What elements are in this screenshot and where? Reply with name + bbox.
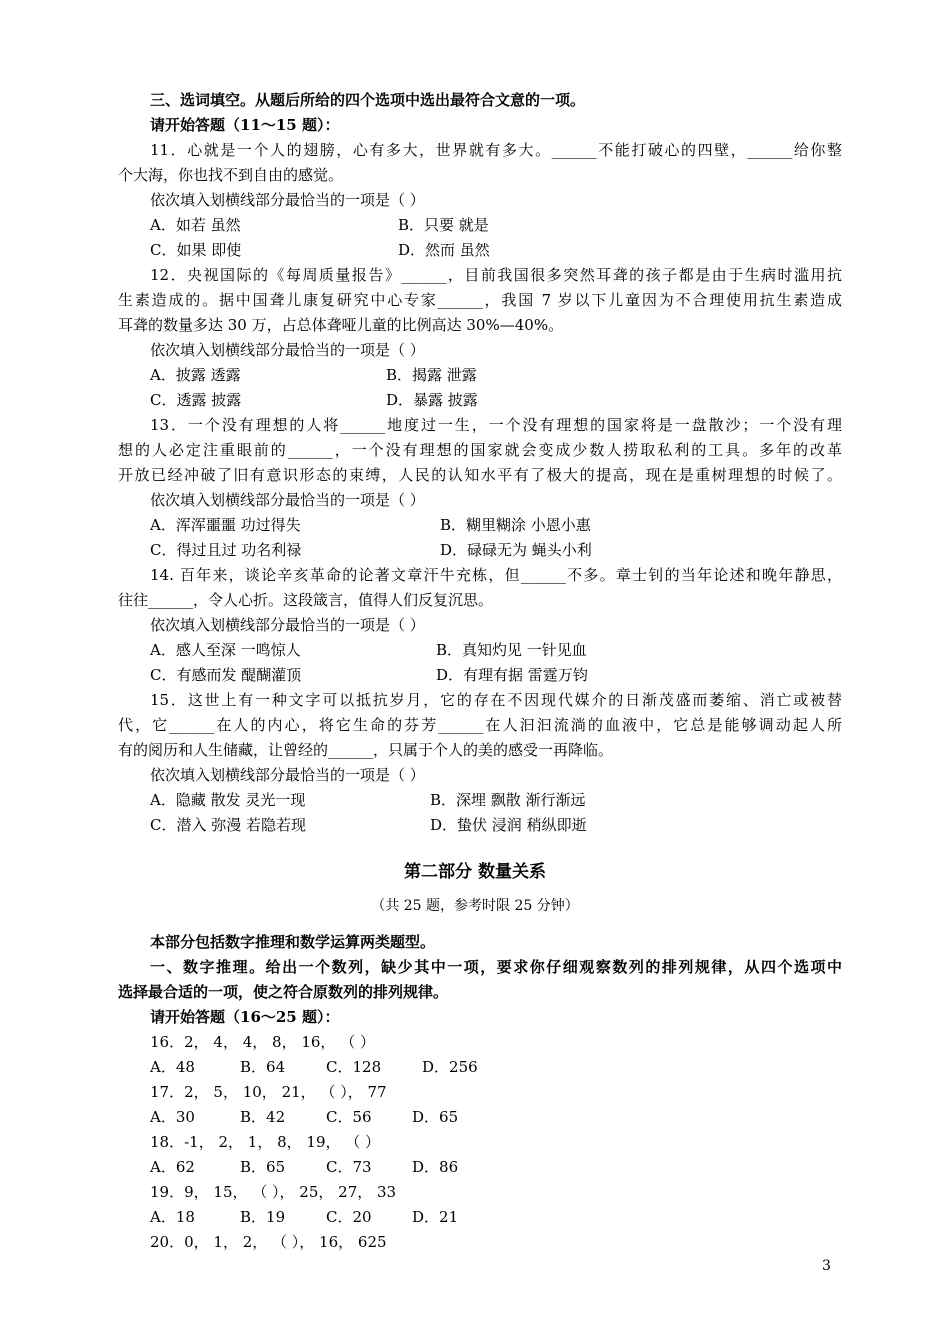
question-17-option-a: A．30: [150, 1108, 195, 1126]
question-15-line-1: 15．这世上有一种文字可以抵抗岁月，它的存在不因现代媒介的日渐茂盛而萎缩、消亡或被替: [150, 691, 842, 709]
question-12-option-b: B．揭露 泄露: [386, 366, 477, 384]
question-11-option-b: B．只要 就是: [398, 216, 489, 234]
answer-start-label: 请开始答题（11～15 题）：: [150, 116, 340, 134]
question-15-option-a: A．隐藏 散发 灵光一现: [150, 791, 306, 809]
question-14-option-c: C．有感而发 醍醐灌顶: [150, 666, 302, 684]
question-18-option-c: C．73: [326, 1158, 372, 1176]
question-12-line-2: 生素造成的。据中国聋儿康复研究中心专家______，我国 7 岁以下儿童因为不合理使用抗生素造成: [118, 291, 842, 309]
question-13-option-b: B．糊里糊涂 小恩小惠: [440, 516, 591, 534]
question-19-option-a: A．18: [150, 1208, 195, 1226]
question-18-stem: 18．-1， 2， 1， 8， 19， （ ）: [150, 1133, 381, 1151]
question-18-option-d: D．86: [412, 1158, 459, 1176]
question-12-option-c: C．透露 披露: [150, 391, 242, 409]
page-number: 3: [822, 1258, 831, 1274]
question-17-option-c: C．56: [326, 1108, 372, 1126]
question-11-line-1: 11．心就是一个人的翅膀，心有多大，世界就有多大。______不能打破心的四壁，______给你整: [150, 141, 842, 159]
question-11-line-2: 个大海，你也找不到自由的感觉。: [118, 166, 344, 184]
question-13-line-3: 开放已经冲破了旧有意识形态的束缚，人民的认知水平有了极大的提高，现在是重树理想的时候了。: [118, 466, 842, 484]
question-14-line-1: 14. 百年来，谈论辛亥革命的论著文章汗牛充栋，但______不多。章士钊的当年论述和晚年静思，: [150, 566, 842, 584]
question-14-option-d: D．有理有据 雷霆万钧: [436, 666, 588, 684]
question-14-line-2: 往往______，令人心折。这段箴言，值得人们反复沉思。: [118, 591, 494, 609]
question-19-option-c: C．20: [326, 1208, 372, 1226]
question-14-option-b: B．真知灼见 一针见血: [436, 641, 587, 659]
question-18-option-b: B．65: [240, 1158, 286, 1176]
part-2-intro: 本部分包括数字推理和数学运算两类题型。: [150, 933, 436, 951]
question-16-option-a: A．48: [150, 1058, 195, 1076]
question-12-line-3: 耳聋的数量多达 30 万，占总体聋哑儿童的比例高达 30%—40%。: [118, 316, 564, 334]
question-11-option-a: A．如若 虽然: [150, 216, 241, 234]
question-17-option-d: D．65: [412, 1108, 459, 1126]
number-series-heading-line-2: 选择最合适的一项，使之符合原数列的排列规律。: [118, 983, 449, 1001]
question-14-option-a: A．感人至深 一鸣惊人: [150, 641, 301, 659]
number-series-heading-line-1: 一、数字推理。给出一个数列，缺少其中一项，要求你仔细观察数列的排列规律，从四个选项中: [150, 958, 842, 976]
question-15-line-2: 代，它______在人的内心，将它生命的芬芳______在人汩汩流淌的血液中，它总是能够调动起人所: [118, 716, 842, 734]
question-13-option-c: C．得过且过 功名利禄: [150, 541, 302, 559]
question-16-option-b: B．64: [240, 1058, 286, 1076]
question-13-option-d: D．碌碌无为 蝇头小利: [440, 541, 592, 559]
question-15-prompt: 依次填入划横线部分最恰当的一项是（ ）: [150, 766, 425, 784]
question-19-stem: 19．9， 15， （ ）， 25， 27， 33: [150, 1183, 397, 1201]
question-13-option-a: A．浑浑噩噩 功过得失: [150, 516, 301, 534]
question-12-option-d: D．暴露 披露: [386, 391, 478, 409]
question-11-prompt: 依次填入划横线部分最恰当的一项是（ ）: [150, 191, 425, 209]
answer-start-label-2: 请开始答题（16～25 题）：: [150, 1008, 340, 1026]
question-16-stem: 16．2， 4， 4， 8， 16， （ ）: [150, 1033, 375, 1051]
question-12-prompt: 依次填入划横线部分最恰当的一项是（ ）: [150, 341, 425, 359]
question-19-option-d: D．21: [412, 1208, 459, 1226]
question-16-option-c: C．128: [326, 1058, 382, 1076]
question-13-prompt: 依次填入划横线部分最恰当的一项是（ ）: [150, 491, 425, 509]
question-19-option-b: B．19: [240, 1208, 286, 1226]
question-14-prompt: 依次填入划横线部分最恰当的一项是（ ）: [150, 616, 425, 634]
question-15-line-3: 有的阅历和人生储藏，让曾经的______，只属于个人的美的感受一再降临。: [118, 741, 614, 759]
question-15-option-c: C．潜入 弥漫 若隐若现: [150, 816, 307, 834]
question-11-option-d: D．然而 虽然: [398, 241, 490, 259]
question-20-stem: 20．0， 1， 2， （ ）， 16， 625: [150, 1233, 387, 1251]
question-17-stem: 17．2， 5， 10， 21， （ ）， 77: [150, 1083, 387, 1101]
question-12-line-1: 12．央视国际的《每周质量报告》______，目前我国很多突然耳聋的孩子都是由于生病时滥用抗: [150, 266, 842, 284]
question-13-line-2: 想的人必定注重眼前的______，一个没有理想的国家就会变成少数人捞取私利的工具。多年的改革: [118, 441, 842, 459]
question-11-option-c: C．如果 即使: [150, 241, 242, 259]
question-12-option-a: A．披露 透露: [150, 366, 241, 384]
question-15-option-b: B．深埋 飘散 渐行渐远: [430, 791, 586, 809]
part-2-subtitle: （共 25 题，参考时限 25 分钟）: [371, 898, 579, 914]
question-13-line-1: 13．一个没有理想的人将______地度过一生，一个没有理想的国家将是一盘散沙；一个没有理: [150, 416, 842, 434]
question-15-option-d: D．蛰伏 浸润 稍纵即逝: [430, 816, 587, 834]
section-heading: 三、选词填空。从题后所给的四个选项中选出最符合文意的一项。: [150, 91, 586, 109]
part-2-title: 第二部分 数量关系: [404, 862, 546, 882]
question-18-option-a: A．62: [150, 1158, 195, 1176]
question-16-option-d: D．256: [422, 1058, 478, 1076]
question-17-option-b: B．42: [240, 1108, 286, 1126]
